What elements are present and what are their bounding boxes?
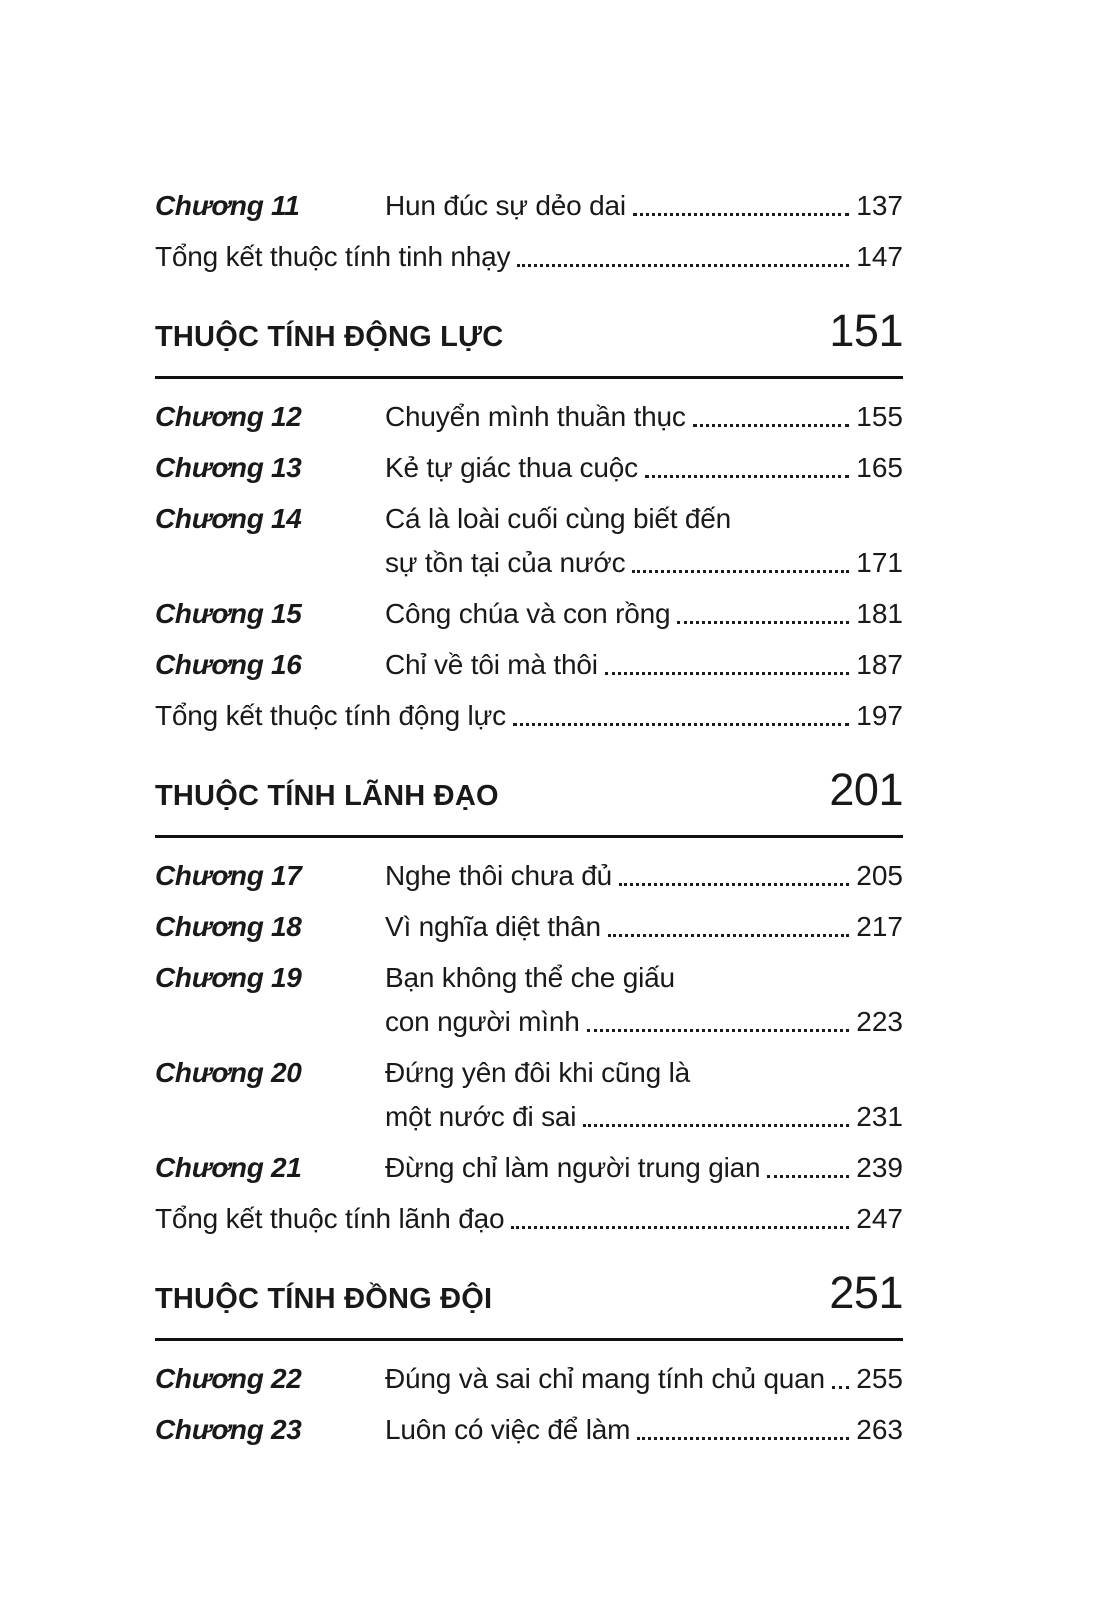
chapter-title: Chuyển mình thuần thục [385, 401, 686, 432]
chapter-label: Chương 14 [155, 503, 302, 534]
toc-entry-chapter-23 [155, 1408, 903, 1452]
toc-entry-summary [155, 235, 903, 279]
chapter-title-line-2: một nước đi sai [385, 1101, 577, 1132]
chapter-label: Chương 21 [155, 1152, 302, 1183]
chapter-label: Chương 19 [155, 962, 302, 993]
page-number: 147 [856, 241, 903, 272]
toc-entry-summary [155, 694, 903, 738]
chapter-title: Đúng và sai chỉ mang tính chủ quan [385, 1363, 825, 1394]
toc-entry-chapter-12 [155, 395, 903, 439]
chapter-title: Đừng chỉ làm người trung gian [385, 1152, 761, 1183]
section-page-number: 201 [829, 764, 903, 815]
page-number: 187 [856, 649, 903, 680]
dot-leader [637, 1437, 849, 1440]
chapter-title-line-1: Bạn không thể che giấu [385, 962, 675, 993]
chapter-label: Chương 15 [155, 598, 302, 629]
chapter-title-block [385, 1146, 903, 1190]
section-header-lanh-dao [155, 765, 903, 838]
dot-leader [587, 1029, 850, 1032]
page-number: 165 [856, 452, 903, 483]
toc-entry-chapter-18 [155, 905, 903, 949]
chapter-label: Chương 12 [155, 401, 302, 432]
dot-leader [583, 1124, 849, 1127]
page-number: 205 [856, 860, 903, 891]
chapter-label: Chương 13 [155, 452, 302, 483]
chapter-title: Luôn có việc để làm [385, 1414, 631, 1445]
chapter-label: Chương 20 [155, 1057, 302, 1088]
section-header-dong-doi [155, 1268, 903, 1341]
page-number: 155 [856, 401, 903, 432]
toc-entry-chapter-22 [155, 1357, 903, 1401]
section-title: THUỘC TÍNH ĐỒNG ĐỘI [155, 1283, 493, 1315]
dot-leader [645, 475, 849, 478]
section-header-dong-luc [155, 306, 903, 379]
page-number: 197 [856, 700, 903, 731]
toc-entry-chapter-17 [155, 854, 903, 898]
chapter-title-block [385, 1051, 903, 1139]
chapter-title: Nghe thôi chưa đủ [385, 860, 613, 891]
toc-entry-chapter-21 [155, 1146, 903, 1190]
section-title: THUỘC TÍNH LÃNH ĐẠO [155, 780, 499, 812]
chapter-title: Chỉ về tôi mà thôi [385, 649, 598, 680]
section-page-number: 151 [829, 305, 903, 356]
dot-leader [677, 621, 849, 624]
chapter-title-block [385, 643, 903, 687]
dot-leader [832, 1386, 849, 1389]
chapter-title: Công chúa và con rồng [385, 598, 671, 629]
dot-leader [767, 1175, 849, 1178]
page-number: 137 [856, 190, 903, 221]
chapter-title-block [385, 956, 903, 1044]
page-number: 247 [856, 1203, 903, 1234]
chapter-title-block [385, 395, 903, 439]
section-page-number: 251 [829, 1267, 903, 1318]
dot-leader [513, 723, 849, 726]
page-number: 239 [856, 1152, 903, 1183]
dot-leader [511, 1226, 849, 1229]
chapter-title-block [385, 592, 903, 636]
summary-title: Tổng kết thuộc tính tinh nhạy [155, 241, 511, 272]
dot-leader [633, 213, 849, 216]
page-number: 171 [856, 547, 903, 578]
chapter-title-block [385, 1408, 903, 1452]
chapter-label: Chương 23 [155, 1414, 302, 1445]
toc-entry-chapter-15 [155, 592, 903, 636]
page-number: 255 [856, 1363, 903, 1394]
dot-leader [608, 934, 849, 937]
dot-leader [693, 424, 850, 427]
dot-leader [619, 883, 849, 886]
chapter-title-block [385, 446, 903, 490]
summary-title: Tổng kết thuộc tính động lực [155, 700, 506, 731]
dot-leader [632, 570, 849, 573]
chapter-label: Chương 22 [155, 1363, 302, 1394]
toc-entry-chapter-20 [155, 1051, 903, 1139]
toc-entry-chapter-19 [155, 956, 903, 1044]
chapter-label: Chương 18 [155, 911, 302, 942]
chapter-title-line-1: Đứng yên đôi khi cũng là [385, 1057, 691, 1088]
chapter-title-line-1: Cá là loài cuối cùng biết đến [385, 503, 731, 534]
chapter-title-block [385, 905, 903, 949]
section-title: THUỘC TÍNH ĐỘNG LỰC [155, 321, 504, 353]
dot-leader [605, 672, 850, 675]
page-number: 223 [856, 1006, 903, 1037]
chapter-label: Chương 11 [155, 190, 300, 221]
chapter-title: Kẻ tự giác thua cuộc [385, 452, 638, 483]
toc-entry-summary [155, 1197, 903, 1241]
toc-entry-chapter-16 [155, 643, 903, 687]
chapter-title: Hun đúc sự dẻo dai [385, 190, 626, 221]
chapter-title-line-2: con người mình [385, 1006, 580, 1037]
summary-title: Tổng kết thuộc tính lãnh đạo [155, 1203, 505, 1234]
chapter-title: Vì nghĩa diệt thân [385, 911, 601, 942]
dot-leader [517, 264, 849, 267]
page-number: 217 [856, 911, 903, 942]
chapter-title-block [385, 854, 903, 898]
page-number: 231 [856, 1101, 903, 1132]
toc-entry-chapter-14 [155, 497, 903, 585]
page-number: 181 [856, 598, 903, 629]
chapter-title-block [385, 1357, 903, 1401]
chapter-label: Chương 17 [155, 860, 302, 891]
chapter-title-line-2: sự tồn tại của nước [385, 547, 626, 578]
chapter-title-block [385, 497, 903, 585]
page-number: 263 [856, 1414, 903, 1445]
toc-entry-chapter-13 [155, 446, 903, 490]
toc-entry-chapter-11 [155, 184, 903, 228]
chapter-title-block [385, 184, 903, 228]
chapter-label: Chương 16 [155, 649, 302, 680]
